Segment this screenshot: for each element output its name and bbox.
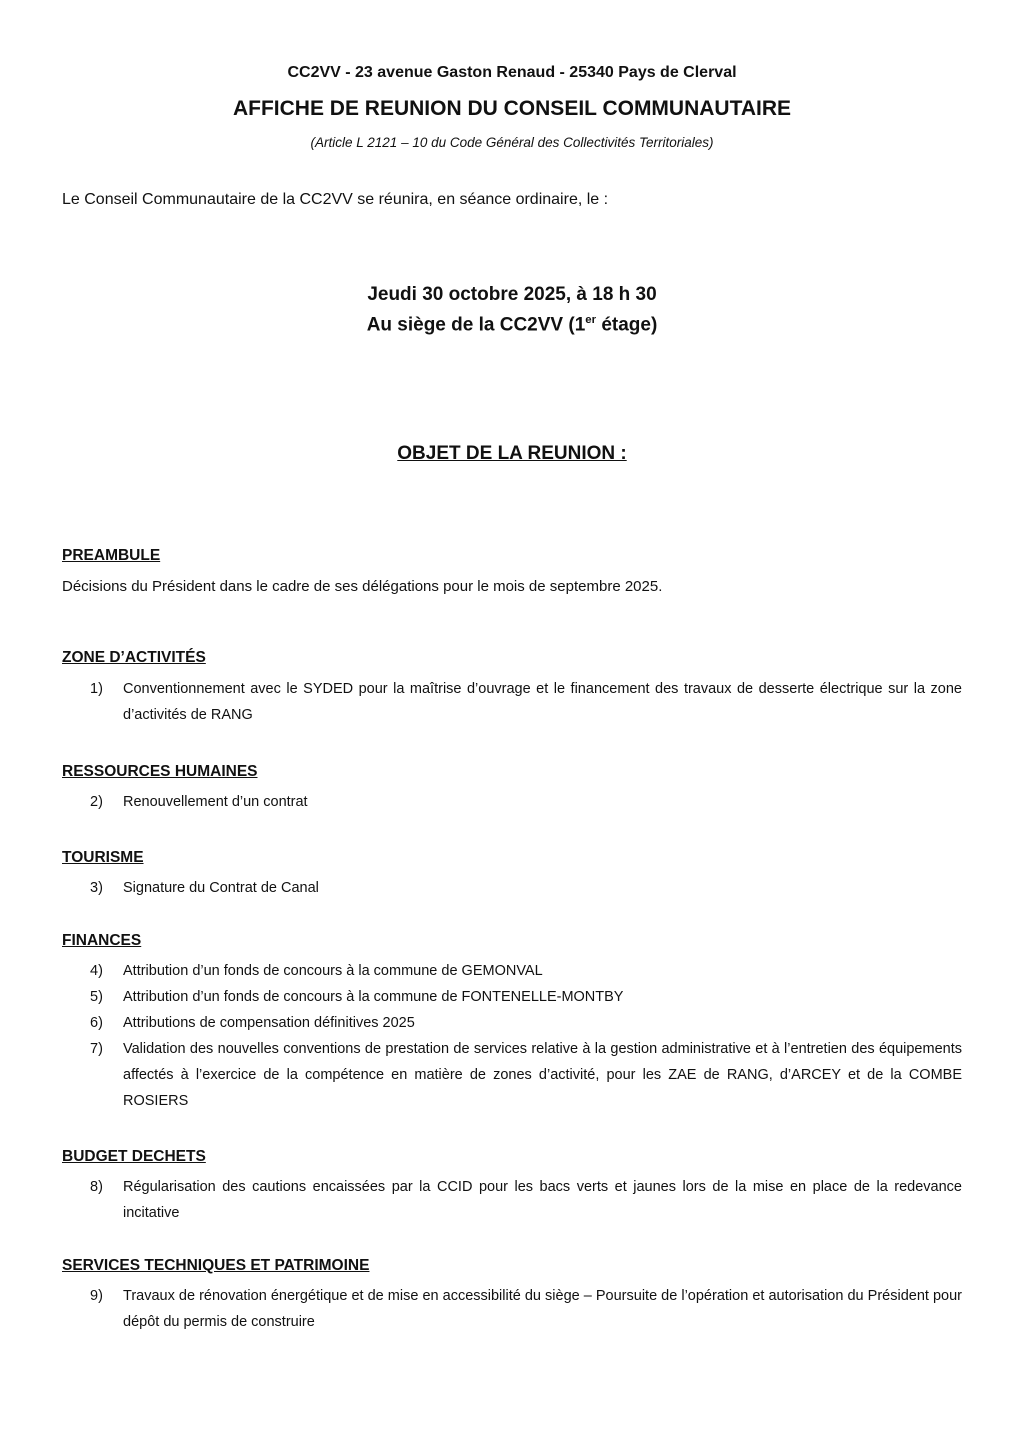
item-number: 5) <box>90 989 103 1005</box>
item-number: 4) <box>90 963 103 979</box>
intro-text: Le Conseil Communautaire de la CC2VV se réunira, en séance ordinaire, le : <box>62 191 609 208</box>
header-address: CC2VV - 23 avenue Gaston Renaud - 25340 Pays de Clerval <box>287 64 737 81</box>
item-number: 2) <box>90 794 103 810</box>
meeting-date: Jeudi 30 octobre 2025, à 18 h 30 <box>367 284 657 305</box>
item-number: 7) <box>90 1041 103 1057</box>
agenda-item <box>90 789 962 815</box>
agenda-item <box>90 1174 962 1226</box>
item-text: Signature du Contrat de Canal <box>123 880 319 896</box>
item-text: Attribution d’un fonds de concours à la commune de GEMONVAL <box>123 963 543 979</box>
agenda-item <box>90 676 962 728</box>
agenda-item <box>90 1010 962 1036</box>
item-text: Validation des nouvelles conventions de prestation de services relative à la gestion administrative et à l’entretien des équipements affectés à l’exercice de la compétence en matière de zones d’activité, pour les ZAE de RANG, d’ARCEY et de la COMBE ROSIERS <box>123 1041 962 1109</box>
section-title-tourisme: TOURISME <box>62 849 144 866</box>
agenda-heading: OBJET DE LA REUNION : <box>397 443 627 464</box>
section-title-zone-activites: ZONE D’ACTIVITÉS <box>62 649 206 666</box>
item-text: Attributions de compensation définitives 2025 <box>123 1015 415 1031</box>
legal-reference: (Article L 2121 – 10 du Code Général des Collectivités Territoriales) <box>310 135 714 150</box>
item-number: 8) <box>90 1179 103 1195</box>
item-number: 1) <box>90 681 103 697</box>
item-number: 9) <box>90 1288 103 1304</box>
item-text: Travaux de rénovation énergétique et de mise en accessibilité du siège – Poursuite de l’opération et autorisation du Président pour dépôt du permis de construire <box>123 1288 962 1330</box>
section-title-ressources-humaines: RESSOURCES HUMAINES <box>62 763 258 780</box>
item-text: Attribution d’un fonds de concours à la commune de FONTENELLE-MONTBY <box>123 989 624 1005</box>
meeting-place-prefix: Au siège de la CC2VV (1 <box>366 314 586 336</box>
agenda-item <box>90 984 962 1010</box>
item-number: 3) <box>90 880 103 896</box>
preambule-text: Décisions du Président dans le cadre de ses délégations pour le mois de septembre 2025. <box>62 578 663 595</box>
item-text: Conventionnement avec le SYDED pour la maîtrise d’ouvrage et le financement des travaux de desserte électrique sur la zone d’activités de RANG <box>123 681 962 723</box>
document-title: AFFICHE DE REUNION DU CONSEIL COMMUNAUTAIRE <box>232 97 792 120</box>
item-number: 6) <box>90 1015 103 1031</box>
agenda-item <box>90 1036 962 1114</box>
agenda-item <box>90 958 962 984</box>
meeting-place <box>0 314 1024 336</box>
item-text: Renouvellement d’un contrat <box>123 794 308 810</box>
agenda-item <box>90 875 962 901</box>
section-title-preambule: PREAMBULE <box>62 547 161 564</box>
agenda-item <box>90 1283 962 1335</box>
item-text: Régularisation des cautions encaissées par la CCID pour les bacs verts et jaunes lors de la mise en place de la redevance incitative <box>123 1179 962 1221</box>
meeting-place-sup: er <box>585 314 597 326</box>
section-title-budget-dechets: BUDGET DECHETS <box>62 1148 206 1165</box>
meeting-place-suffix: étage) <box>596 314 658 336</box>
section-title-services-techniques: SERVICES TECHNIQUES ET PATRIMOINE <box>62 1257 370 1274</box>
section-title-finances: FINANCES <box>62 932 142 949</box>
